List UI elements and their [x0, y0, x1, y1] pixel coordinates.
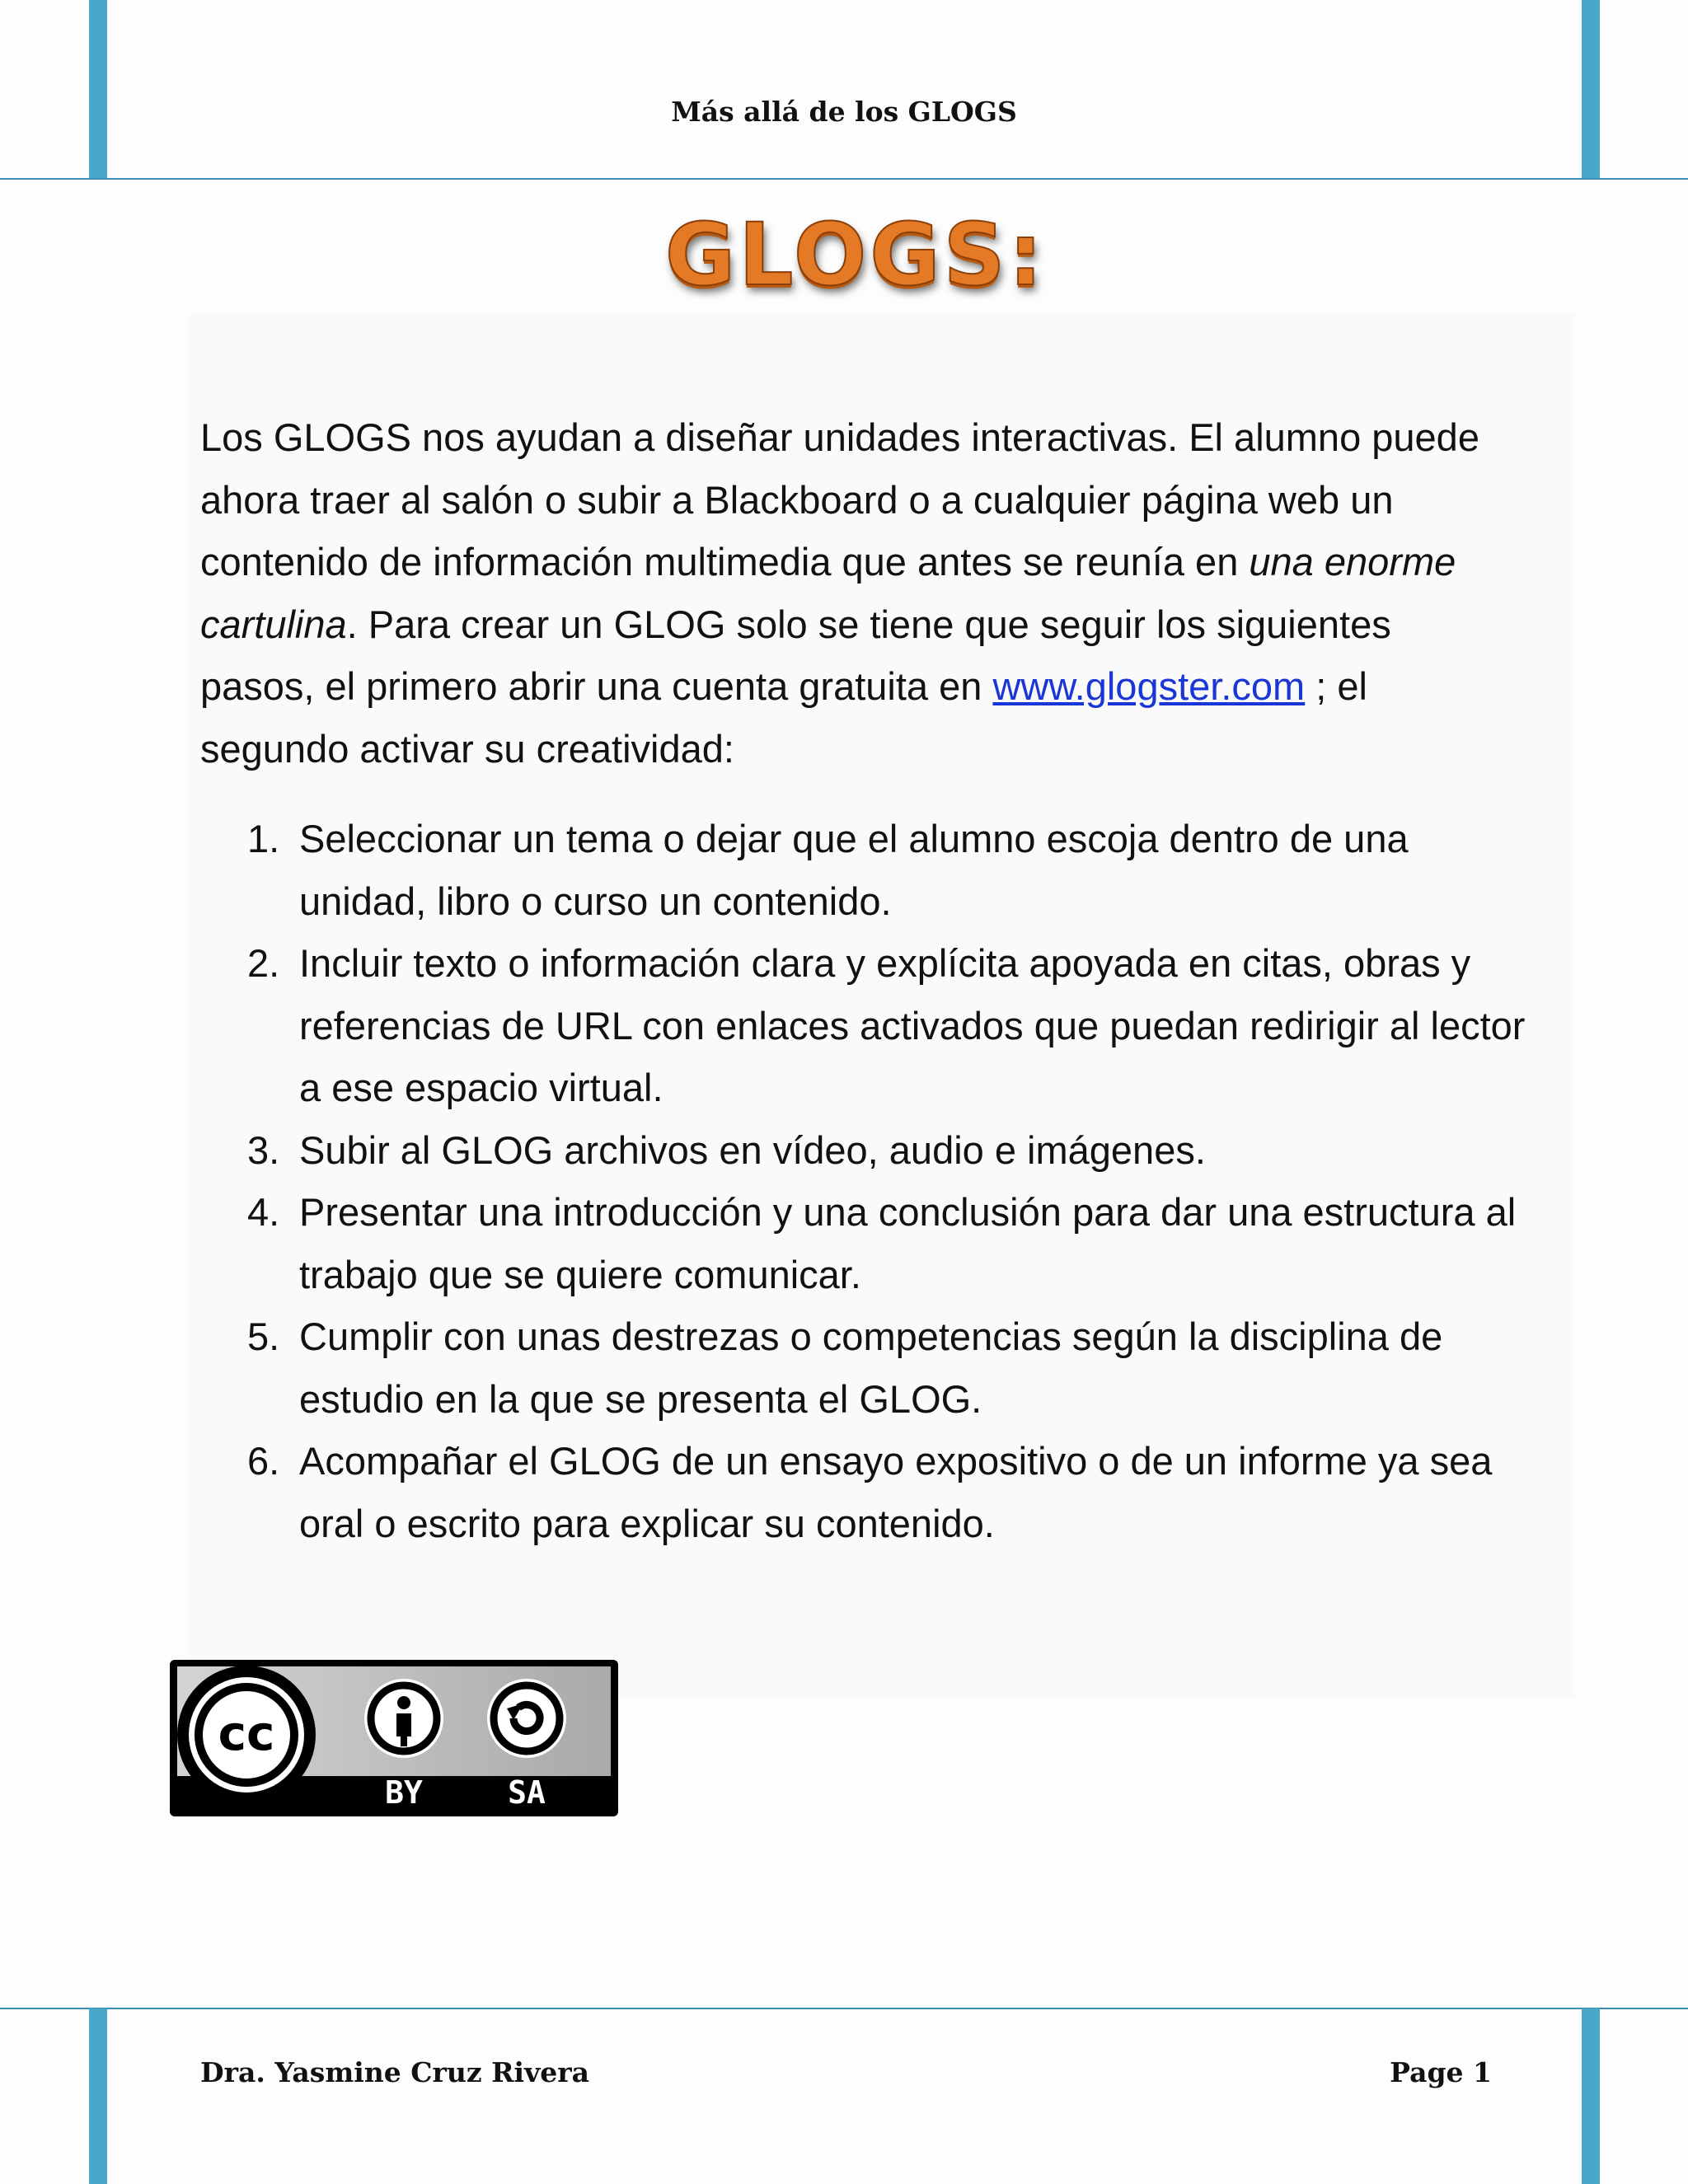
footer-page-number: Page 1 — [1390, 2056, 1492, 2088]
list-item — [247, 1181, 1533, 1305]
intro-paragraph — [200, 406, 1503, 780]
bottom-right-accent-bar — [1582, 2008, 1600, 2184]
list-item — [247, 808, 1533, 932]
share-alike-icon — [487, 1679, 566, 1758]
cc-license-badge — [169, 1659, 619, 1817]
glogster-link[interactable]: www.glogster.com — [992, 664, 1306, 708]
glogs-heading — [0, 204, 1688, 305]
intro-text-3: ; el segundo activar su creatividad: — [200, 664, 1367, 771]
footer-rule — [0, 2008, 1688, 2009]
footer-author: Dra. Yasmine Cruz Rivera — [200, 2056, 590, 2088]
step-number: 1. — [247, 817, 280, 860]
step-number: 3. — [247, 1127, 280, 1172]
intro-text-1: Los GLOGS nos ayudan a diseñar unidades interactivas. El alumno puede ahora traer al salón o subir a Blackboard o a cualquier página web un contenido de información multimedia que antes se reunía en — [200, 415, 1479, 583]
steps-list — [247, 808, 1533, 1554]
cc-label: cc — [218, 1705, 275, 1761]
header-title: Más allá de los GLOGS — [671, 96, 1017, 128]
step-number: 2. — [247, 941, 280, 985]
list-item — [247, 1305, 1533, 1430]
list-item — [247, 1430, 1533, 1554]
top-left-accent-bar — [89, 0, 107, 179]
glogs-heading-text: GLOGS: — [664, 204, 1047, 305]
list-item — [247, 1119, 1533, 1182]
top-right-accent-bar — [1582, 0, 1600, 179]
step-number: 6. — [247, 1439, 280, 1483]
intro-emphasis: una enorme cartulina — [200, 540, 1456, 646]
step-number: 5. — [247, 1315, 280, 1358]
attribution-icon — [364, 1679, 443, 1758]
sa-label: SA — [508, 1774, 546, 1811]
step-text: Acompañar el GLOG de un ensayo expositivo o de un informe ya sea oral o escrito para explicar su contenido. — [299, 1439, 1493, 1545]
step-text: Subir al GLOG archivos en vídeo, audio e imágenes. — [299, 1127, 1206, 1172]
header-rule — [0, 178, 1688, 180]
step-text: Incluir texto o información clara y explícita apoyada en citas, obras y referencias de URL con enlaces activados que puedan redirigir al lector a ese espacio virtual. — [299, 941, 1526, 1109]
step-number: 4. — [247, 1190, 280, 1234]
bottom-left-accent-bar — [89, 2008, 107, 2184]
intro-text-2: . Para crear un GLOG solo se tiene que seguir los siguientes pasos, el primero abrir una cuenta gratuita en — [200, 602, 1391, 708]
list-item — [247, 932, 1533, 1119]
step-text: Seleccionar un tema o dejar que el alumno escoja dentro de una unidad, libro o curso un contenido. — [299, 817, 1409, 923]
step-text: Cumplir con unas destrezas o competencias según la disciplina de estudio en la que se presenta el GLOG. — [299, 1315, 1443, 1421]
step-text: Presentar una introducción y una conclusión para dar una estructura al trabajo que se quiere comunicar. — [299, 1190, 1517, 1296]
by-label: BY — [385, 1774, 423, 1811]
creative-commons-icon — [177, 1666, 316, 1804]
